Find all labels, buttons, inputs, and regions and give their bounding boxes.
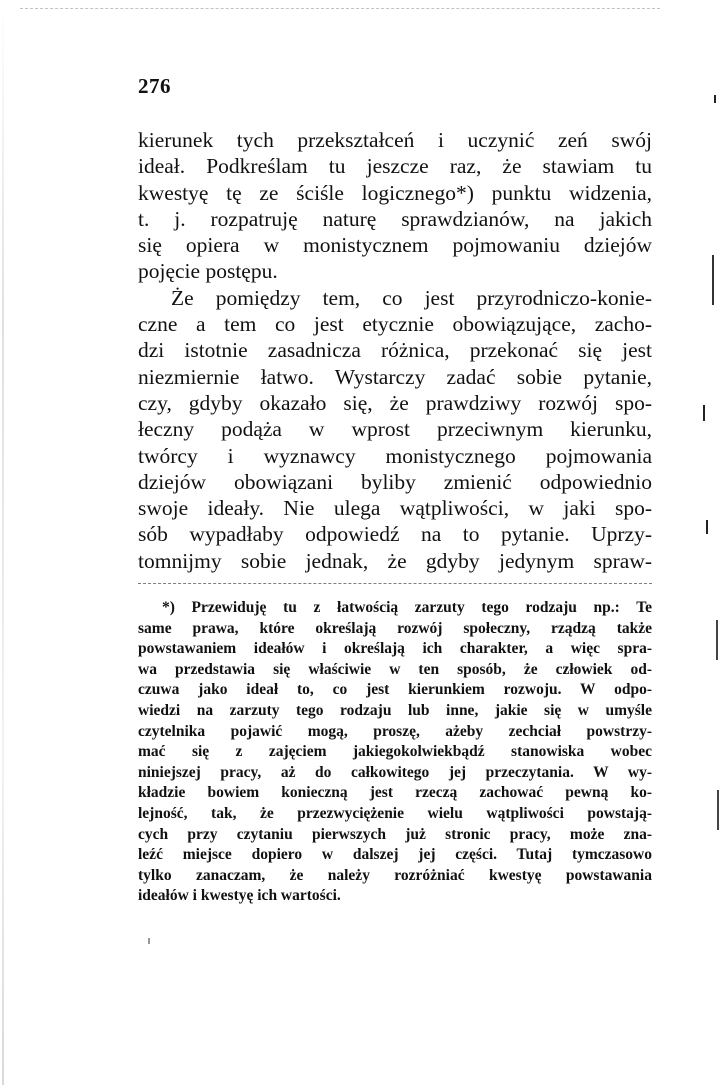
text-line: swoje ideały. Nie ulega wątpliwości, w jaki spo- (138, 496, 652, 521)
text-line: się opiera w monistycznem pojmowaniu dziejów (138, 233, 652, 258)
scan-edge-mark (703, 405, 705, 421)
scan-edge-mark (706, 520, 708, 534)
text-line: dzi istotnie zasadnicza różnica, przekonać się jest (138, 338, 652, 363)
text-line: łeczny podąża w wprost przeciwnym kierunku, (138, 417, 652, 442)
footnote-line: cych przy czytaniu pierwszych już stronic pracy, może zna- (138, 825, 652, 843)
scan-edge-mark (714, 95, 716, 103)
footnote-line: wiedzi na zarzuty tego rodzaju lub inne, jakie się w umyśle (138, 701, 652, 719)
text-line: dziejów obowiązani byliby zmienić odpowiednio (138, 469, 652, 494)
footnote-line: czuwa jako ideał to, co jest kierunkiem rozwoju. W odpo- (138, 681, 652, 699)
scan-left-edge (2, 0, 4, 1085)
text-line: sób wypadłaby odpowiedź na to pytanie. Uprzy- (138, 522, 652, 547)
scan-top-edge (20, 8, 660, 9)
scan-edge-mark (717, 790, 719, 830)
page-number: 276 (138, 74, 171, 98)
footnote-line: ideałów i kwestyę ich wartości. (138, 887, 341, 905)
footnote-line: kładzie bowiem konieczną jest rzeczą zachować pewną ko- (138, 784, 652, 802)
footnote-separator (138, 583, 652, 584)
footnote-line: czytelnika pojawić mogą, proszę, ażeby zechciał powstrzy- (138, 722, 652, 740)
footnote-line: wa przedstawia się właściwie w ten sposób, że człowiek od- (138, 660, 652, 678)
scan-edge-mark (716, 620, 718, 660)
text-line: czy, gdyby okazało się, że prawdziwy rozwój spo- (138, 390, 652, 415)
footnote (138, 598, 652, 907)
main-text (138, 127, 652, 574)
footnote-line: powstawaniem ideałów i określają ich charakter, a więc spra- (138, 640, 652, 658)
text-line: czne a tem co jest etycznie obowiązujące, zacho- (138, 312, 652, 337)
text-line: ideał. Podkreślam tu jeszcze raz, że stawiam tu (138, 154, 652, 179)
footnote-line: tylko zanaczam, że należy rozróżniać kwestyę powstawania (138, 866, 652, 884)
text-line: t. j. rozpatruję naturę sprawdzianów, na jakich (138, 206, 652, 231)
footnote-line: lejność, tak, że przezwyciężenie wielu wątpliwości powstają- (138, 804, 652, 822)
scan-edge-mark (712, 255, 714, 305)
text-line: kwestyę tę ze ściśle logicznego*) punktu widzenia, (138, 180, 652, 205)
text-line: Że pomiędzy tem, co jest przyrodniczo-konie- (171, 285, 652, 310)
text-line: niezmiernie łatwo. Wystarczy zadać sobie pytanie, (138, 364, 652, 389)
text-line: twórcy i wyznawcy monistycznego pojmowania (138, 443, 652, 468)
scan-speck (148, 938, 150, 944)
text-line: kierunek tych przekształceń i uczynić zeń swój (138, 128, 652, 152)
footnote-line: niniejszej pracy, aż do całkowitego jej przeczytania. W wy- (138, 763, 652, 781)
footnote-line: *) Przewiduję tu z łatwością zarzuty tego rodzaju np.: Te (162, 599, 652, 616)
text-line: tomnijmy sobie jednak, że gdyby jedynym spraw- (138, 548, 652, 573)
footnote-line: same prawa, które określają rozwój społeczny, rządzą także (138, 619, 652, 637)
footnote-line: mać się z zajęciem jakiegokolwiekbądź stanowiska wobec (138, 743, 652, 761)
text-line: pojęcie postępu. (138, 259, 278, 284)
footnote-line: leźć miejsce dopiero w dalszej jej części. Tutaj tymczasowo (138, 846, 652, 864)
